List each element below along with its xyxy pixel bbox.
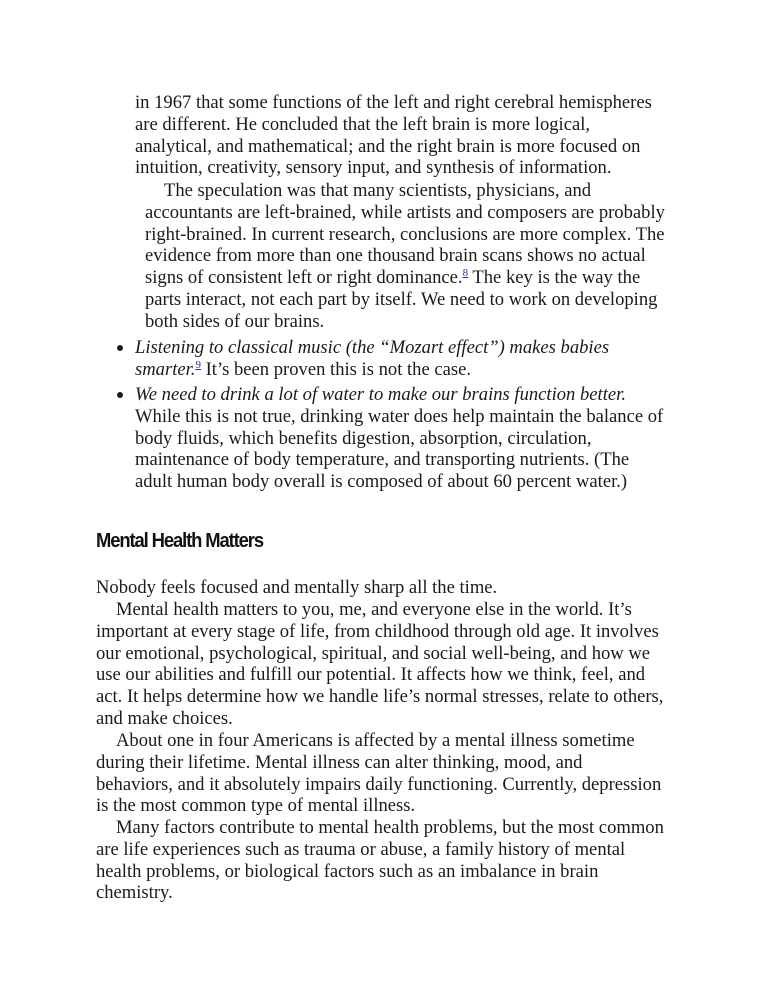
footnote-ref-8[interactable]: 8: [462, 267, 469, 279]
text-line: are life experiences such as trauma or abuse, a family history of mental: [96, 838, 626, 860]
text-line: is the most common type of mental illness.: [96, 795, 416, 817]
bullet-dot: [117, 345, 123, 351]
italic-claim: Listening to classical music (the “Mozart effect”) makes babies: [135, 337, 610, 358]
italic-claim: We need to drink a lot of water to make our brains function better.: [135, 384, 626, 405]
text-line: right-brained. In current research, conclusions are more complex. The: [145, 223, 665, 245]
text-line: intuition, creativity, sensory input, and synthesis of information.: [135, 157, 612, 179]
bullet-item-mozart: [135, 337, 609, 381]
section-heading: Mental Health Matters: [96, 530, 263, 552]
text-line: behaviors, and it absolutely impairs daily functioning. Currently, depression: [96, 773, 662, 795]
text-line: Nobody feels focused and mentally sharp all the time.: [96, 577, 498, 598]
text-line: our emotional, psychological, spiritual, and social well-being, and how we: [96, 642, 651, 664]
text-line: in 1967 that some functions of the left and right cerebral hemispheres: [135, 92, 652, 113]
text-line: Mental health matters to you, me, and everyone else in the world. It’s: [116, 599, 632, 620]
text-segment: signs of consistent left or right dominance.: [145, 267, 463, 289]
text-line: The speculation was that many scientists, physicians, and: [164, 180, 592, 201]
text-segment: The key is the way the: [468, 267, 641, 289]
text-line: and make choices.: [96, 707, 233, 729]
text-segment: It’s been proven this is not the case.: [200, 358, 472, 380]
text-line: maintenance of body temperature, and transporting nutrients. (The: [135, 449, 630, 471]
text-line: About one in four Americans is affected by a mental illness sometime: [116, 730, 635, 751]
continuation-paragraph: [135, 92, 652, 179]
text-line: act. It helps determine how we handle life’s normal stresses, relate to others,: [96, 686, 664, 708]
text-line: evidence from more than one thousand brain scans shows no actual: [145, 245, 646, 267]
text-line: use our abilities and fulfill our potential. It affects how we think, feel, and: [96, 664, 646, 686]
text-line: adult human body overall is composed of about 60 percent water.): [135, 471, 628, 493]
text-line: [145, 267, 665, 289]
intro-paragraph: [96, 577, 497, 599]
text-line: chemistry.: [96, 882, 173, 904]
text-line: analytical, and mathematical; and the right brain is more focused on: [135, 135, 641, 157]
text-line: parts interact, not each part by itself. We need to work on developing: [145, 288, 658, 310]
factors-paragraph: [96, 817, 664, 904]
text-line: accountants are left-brained, while artists and composers are probably: [145, 201, 665, 223]
speculation-paragraph: [145, 180, 665, 333]
illness-paragraph: [96, 730, 661, 817]
mental-health-paragraph: [96, 599, 663, 730]
text-line: are different. He concluded that the left brain is more logical,: [135, 113, 591, 135]
bullet-dot: [117, 392, 123, 398]
text-line: health problems, or biological factors such as an imbalance in brain: [96, 860, 599, 882]
text-line: body fluids, which benefits digestion, absorption, circulation,: [135, 427, 592, 449]
text-line: [135, 384, 663, 406]
text-line: While this is not true, drinking water does help maintain the balance of: [135, 405, 664, 427]
bullet-item-water: [135, 384, 663, 493]
text-line: important at every stage of life, from childhood through old age. It involves: [96, 620, 659, 642]
text-line: [135, 359, 609, 381]
footnote-ref-9[interactable]: 9: [195, 358, 201, 371]
text-line: Many factors contribute to mental health problems, but the most common: [116, 817, 664, 838]
text-line: during their lifetime. Mental illness can alter thinking, mood, and: [96, 751, 583, 773]
text-line: both sides of our brains.: [145, 310, 325, 332]
italic-claim: smarter.: [135, 358, 196, 380]
text-line: [135, 337, 609, 359]
